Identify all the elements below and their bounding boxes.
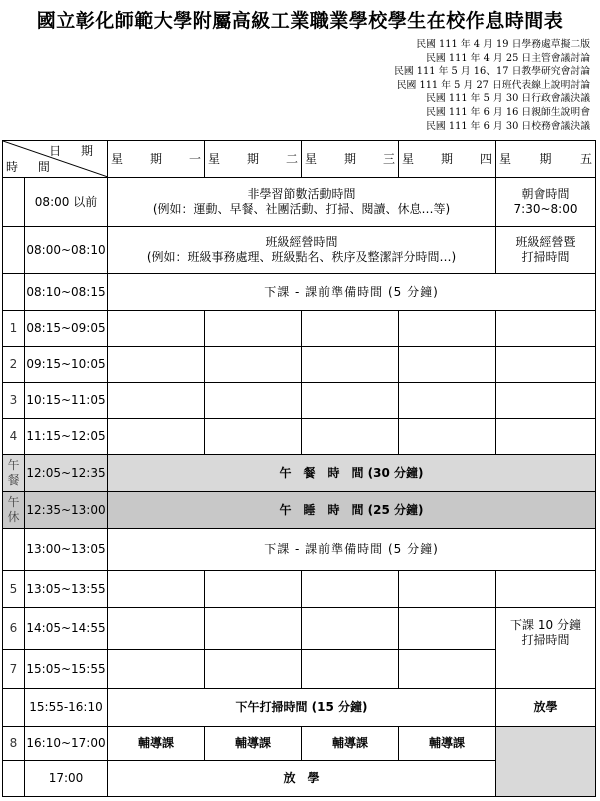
time-cell: 09:15~10:05 xyxy=(25,347,108,383)
time-cell: 08:00~08:10 xyxy=(25,227,108,274)
table-row xyxy=(3,178,596,227)
time-cell: 08:15~09:05 xyxy=(25,311,108,347)
day-header-tue: 星 期 二 xyxy=(205,141,302,178)
note-line: 民國 111 年 5 月 30 日行政會議決議 xyxy=(426,93,590,105)
time-cell: 10:15~11:05 xyxy=(25,383,108,419)
nap-label: 午休 xyxy=(3,492,25,529)
time-cell: 13:00~13:05 xyxy=(25,529,108,571)
day-header-thu: 星 期 四 xyxy=(399,141,496,178)
tutoring-cell: 輔導課 xyxy=(399,727,496,761)
time-cell: 12:35~13:00 xyxy=(25,492,108,529)
nap-cell: 午 睡 時 間 (25 分鐘) xyxy=(108,492,596,529)
note-line: 民國 111 年 6 月 16 日親師生說明會 xyxy=(426,106,590,118)
note-line: 民國 111 年 5 月 16、17 日教學研究會討論 xyxy=(394,66,590,78)
activity-cell: 非學習節數活動時間 (例如：運動、早餐、社團活動、打掃、閱讀、休息…等) xyxy=(108,178,496,227)
table-row xyxy=(3,274,596,311)
break-cell: 下課 - 課前準備時間 (5 分鐘) xyxy=(108,274,596,311)
period-row xyxy=(3,311,596,347)
note-line: 民國 111 年 4 月 19 日學務處草擬二版 xyxy=(416,39,590,50)
period-row xyxy=(3,347,596,383)
period-row xyxy=(3,383,596,419)
header-row xyxy=(3,141,596,178)
nap-row xyxy=(3,492,596,529)
page-title: 國立彰化師範大學附屬高級工業職業學校學生在校作息時間表 xyxy=(36,10,564,32)
revision-notes xyxy=(394,38,590,133)
period-row xyxy=(3,419,596,455)
time-cell: 16:10~17:00 xyxy=(25,727,108,761)
header-corner xyxy=(3,141,108,178)
time-label: 時 間 xyxy=(6,160,58,174)
day-header-fri: 星 期 五 xyxy=(496,141,596,178)
period-number: 7 xyxy=(3,650,25,689)
period-row xyxy=(3,608,596,650)
tutoring-cell: 輔導課 xyxy=(108,727,205,761)
lunch-cell: 午 餐 時 間 (30 分鐘) xyxy=(108,455,596,492)
time-cell: 11:15~12:05 xyxy=(25,419,108,455)
time-cell: 12:05~12:35 xyxy=(25,455,108,492)
lunch-row xyxy=(3,455,596,492)
time-cell: 15:05~15:55 xyxy=(25,650,108,689)
fri-empty-cell xyxy=(496,727,596,797)
time-cell: 08:00 以前 xyxy=(25,178,108,227)
homeroom-cell: 班級經營時間 (例如：班級事務處理、班級點名、秩序及整潔評分時間…) xyxy=(108,227,496,274)
period-row xyxy=(3,727,596,761)
table-row xyxy=(3,227,596,274)
time-cell: 13:05~13:55 xyxy=(25,571,108,608)
period-number: 3 xyxy=(3,383,25,419)
period-number: 6 xyxy=(3,608,25,650)
schedule-table xyxy=(2,140,596,797)
table-row xyxy=(3,529,596,571)
period-number: 2 xyxy=(3,347,25,383)
period-row xyxy=(3,571,596,608)
note-line: 民國 111 年 5 月 27 日班代表線上說明討論 xyxy=(396,79,590,91)
note-line: 民國 111 年 4 月 25 日主管會議討論 xyxy=(426,52,590,64)
time-cell: 17:00 xyxy=(25,761,108,797)
time-cell: 14:05~14:55 xyxy=(25,608,108,650)
date-label: 日 期 xyxy=(49,144,101,158)
day-header-wed: 星 期 三 xyxy=(302,141,399,178)
fri-cleaning-cell: 下課 10 分鐘 打掃時間 xyxy=(496,608,596,689)
homeroom-fri-cell: 班級經營暨 打掃時間 xyxy=(496,227,596,274)
day-header-mon: 星 期 一 xyxy=(108,141,205,178)
dismissal-cell: 放 學 xyxy=(108,761,496,797)
time-cell: 08:10~08:15 xyxy=(25,274,108,311)
cleaning-row xyxy=(3,689,596,727)
fri-dismissal-cell: 放學 xyxy=(496,689,596,727)
tutoring-cell: 輔導課 xyxy=(302,727,399,761)
period-number: 1 xyxy=(3,311,25,347)
assembly-cell: 朝會時間 7:30~8:00 xyxy=(496,178,596,227)
lunch-label: 午餐 xyxy=(3,455,25,492)
period-number: 8 xyxy=(3,727,25,761)
cleaning-cell: 下午打掃時間 (15 分鐘) xyxy=(108,689,496,727)
note-line: 民國 111 年 6 月 30 日校務會議決議 xyxy=(426,120,590,132)
time-cell: 15:55-16:10 xyxy=(25,689,108,727)
break-cell: 下課 - 課前準備時間 (5 分鐘) xyxy=(108,529,596,571)
tutoring-cell: 輔導課 xyxy=(205,727,302,761)
period-number: 4 xyxy=(3,419,25,455)
period-number: 5 xyxy=(3,571,25,608)
